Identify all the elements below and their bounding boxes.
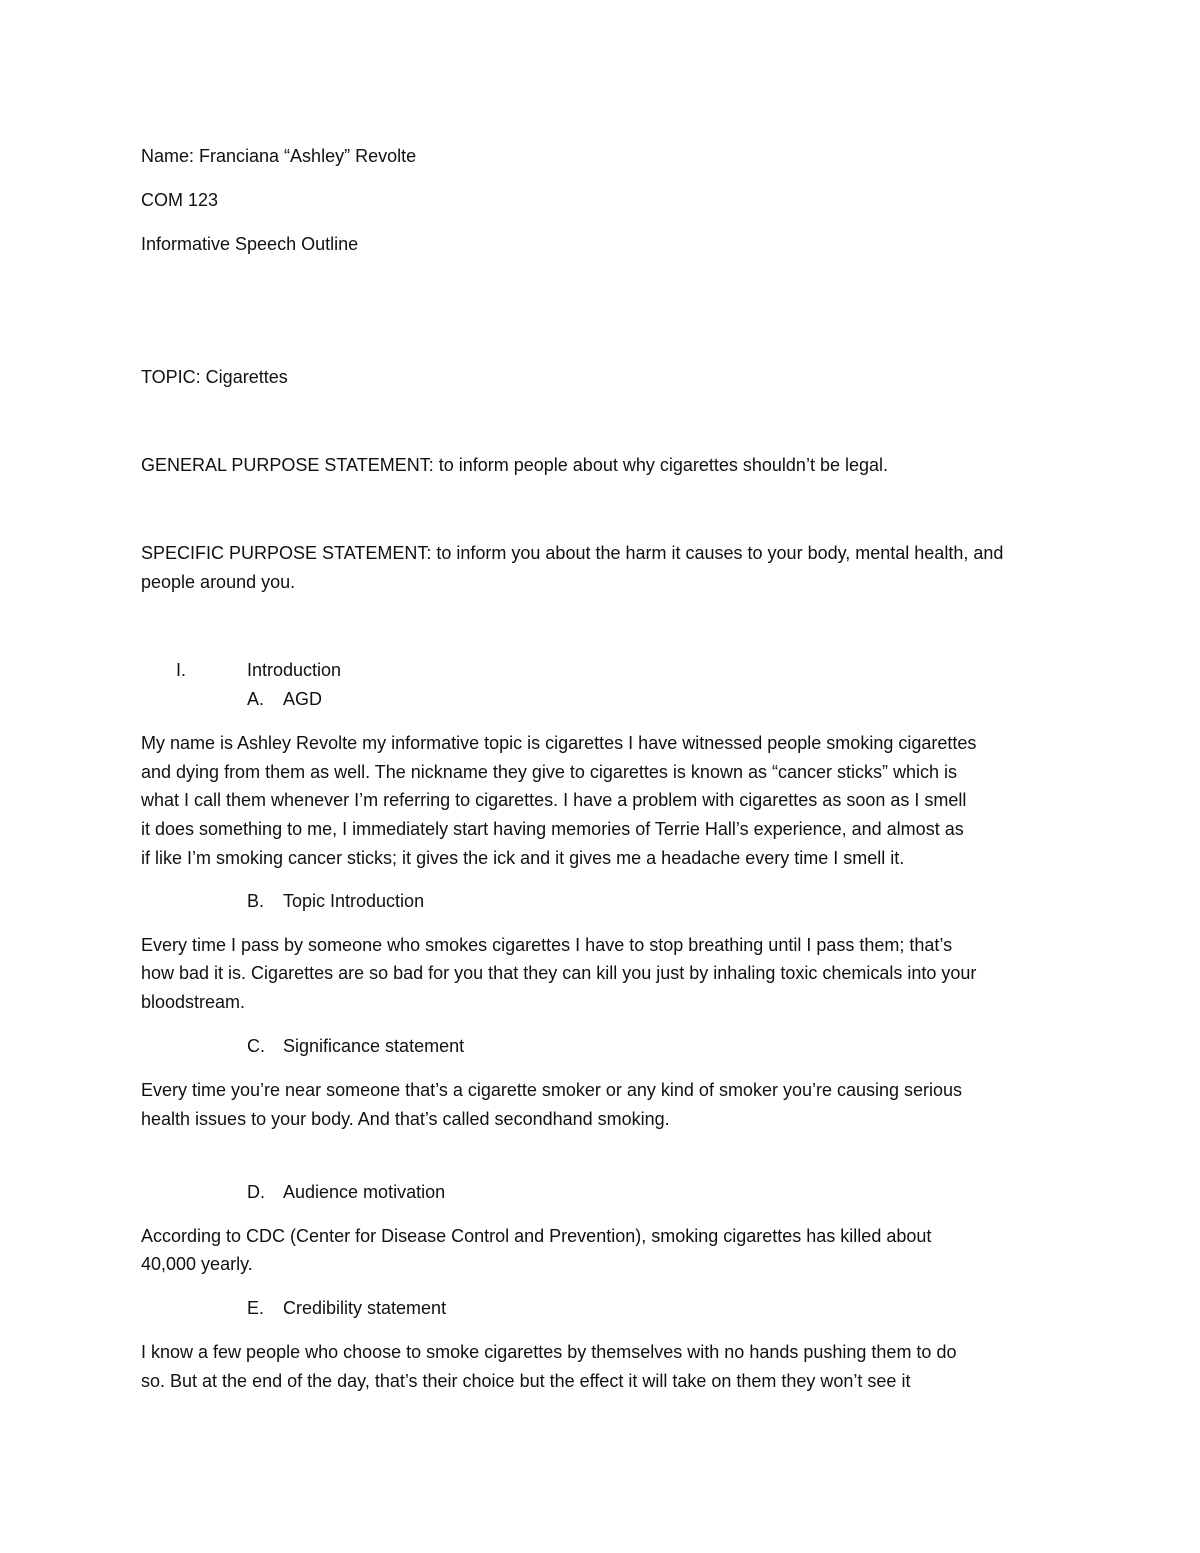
paragraph-line: Every time you’re near someone that’s a cigarette smoker or any kind of smoker you’re causing serious [141, 1080, 963, 1100]
outline-item-number: A. [247, 689, 265, 709]
outline-item-label: Topic Introduction [283, 891, 425, 911]
paragraph-line: health issues to your body. And that’s called secondhand smoking. [141, 1109, 670, 1129]
paragraph-line: My name is Ashley Revolte my informative topic is cigarettes I have witnessed people smoking cigarettes [141, 733, 977, 753]
paragraph-line: if like I’m smoking cancer sticks; it gives the ick and it gives me a headache every time I smell it. [141, 848, 905, 868]
paragraph-line: what I call them whenever I’m referring to cigarettes. I have a problem with cigarettes as soon as I smell [141, 790, 967, 810]
outline-section-number: I. [176, 660, 187, 680]
outline-item-label: AGD [283, 689, 323, 709]
paragraph-line: 40,000 yearly. [141, 1254, 253, 1274]
topic-line: TOPIC: Cigarettes [141, 367, 288, 387]
outline-item-number: C. [247, 1036, 265, 1056]
paragraph-line: and dying from them as well. The nickname they give to cigarettes is known as “cancer sticks” which is [141, 762, 958, 782]
outline-item-number: E. [247, 1298, 265, 1318]
paragraph-line: I know a few people who choose to smoke cigarettes by themselves with no hands pushing them to do [141, 1342, 957, 1362]
specific-purpose-line-2: people around you. [141, 572, 296, 592]
outline-section-label: Introduction [247, 660, 342, 680]
paragraph-line: Every time I pass by someone who smokes cigarettes I have to stop breathing until I pass them; that’s [141, 935, 953, 955]
outline-item-number: D. [247, 1182, 265, 1202]
paragraph-line: so. But at the end of the day, that’s their choice but the effect it will take on them they won’t see it [141, 1371, 911, 1391]
specific-purpose-line-1: SPECIFIC PURPOSE STATEMENT: to inform you about the harm it causes to your body, mental health, and [141, 543, 1004, 563]
outline-item-label: Credibility statement [283, 1298, 447, 1318]
paragraph-line: how bad it is. Cigarettes are so bad for you that they can kill you just by inhaling toxic chemicals into your [141, 963, 977, 983]
paragraph-line: According to CDC (Center for Disease Control and Prevention), smoking cigarettes has killed about [141, 1226, 932, 1246]
outline-item-number: B. [247, 891, 265, 911]
paragraph-line: bloodstream. [141, 992, 246, 1012]
student-name: Name: Franciana “Ashley” Revolte [141, 146, 417, 166]
document-title: Informative Speech Outline [141, 234, 359, 254]
general-purpose-statement: GENERAL PURPOSE STATEMENT: to inform people about why cigarettes shouldn’t be legal. [141, 455, 888, 475]
course-code: COM 123 [141, 190, 219, 210]
outline-item-label: Significance statement [283, 1036, 465, 1056]
outline-item-label: Audience motivation [283, 1182, 446, 1202]
paragraph-line: it does something to me, I immediately start having memories of Terrie Hall’s experience, and almost as [141, 819, 964, 839]
